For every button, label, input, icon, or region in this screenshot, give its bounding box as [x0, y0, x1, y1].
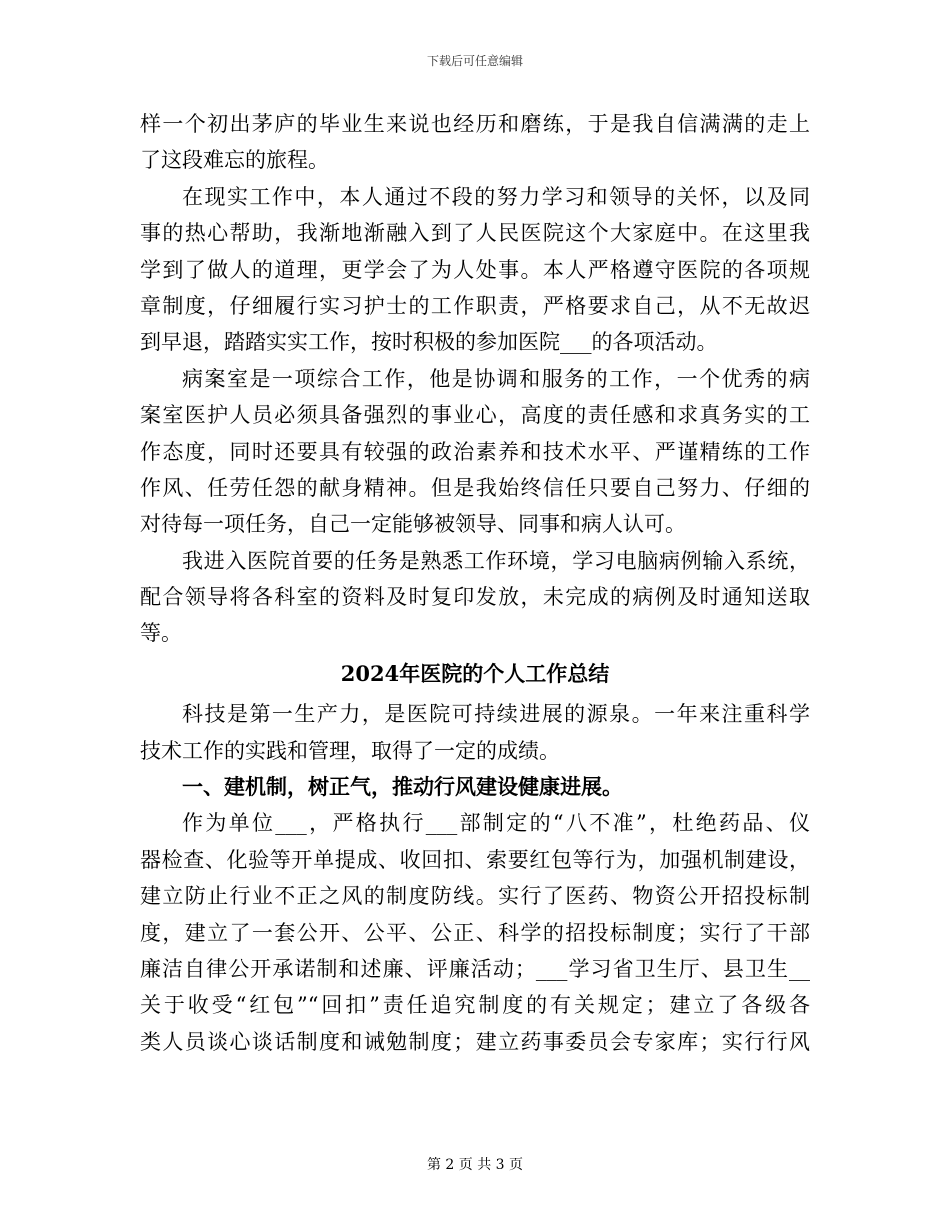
- text-line: 作态度，同时还要具有较强的政治素养和技术水平、严谨精练的工作: [140, 439, 810, 464]
- text-line: 案室医护人员必须具备强烈的事业心，高度的责任感和求真务实的工: [140, 403, 810, 428]
- text-line: 对待每一项任务，自己一定能够被领导、同事和病人认可。: [140, 512, 686, 537]
- paragraph-mechanism: [140, 805, 810, 1060]
- text-line: 关于收受“红包”“回扣”责任追究制度的有关规定；建立了各级各: [140, 993, 810, 1018]
- text-line: 建立防止行业不正之风的制度防线。实行了医药、物资公开招投标制: [140, 884, 810, 909]
- text-line: 章制度，仔细履行实习护士的工作职责，严格要求自己，从不无故迟: [140, 293, 810, 318]
- text-line: 度，建立了一套公开、公平、公正、科学的招投标制度；实行了干部: [140, 920, 810, 945]
- text-line: 廉洁自律公开承诺制和述廉、评廉活动；___学习省卫生厅、县卫生__: [140, 956, 810, 981]
- paragraph-medical-records: [140, 361, 810, 543]
- paragraph-continuation: [140, 106, 810, 179]
- paragraph-technology: [140, 696, 810, 769]
- subheading: 一、建机制，树正气，推动行风建设健康进展。: [182, 774, 623, 800]
- text-line: 作为单位___，严格执行___部制定的“八不准”，杜绝药品、仪: [182, 811, 810, 836]
- text-line: 样一个初出茅庐的毕业生来说也经历和磨练，于是我自信满满的走上: [140, 112, 810, 136]
- text-line: 学到了做人的道理，更学会了为人处事。本人严格遵守医院的各项规: [140, 257, 810, 282]
- text-line: 事的热心帮助，我渐地渐融入到了人民医院这个大家庭中。在这里我: [140, 221, 810, 246]
- text-line: 我进入医院首要的任务是熟悉工作环境，学习电脑病例输入系统，: [182, 548, 810, 573]
- text-line: 类人员谈心谈话制度和诫勉制度；建立药事委员会专家库；实行行风: [140, 1029, 810, 1054]
- text-line: 在现实工作中，本人通过不段的努力学习和领导的关怀，以及同: [182, 184, 810, 209]
- paragraph-first-task: [140, 543, 810, 652]
- text-line: 技术工作的实践和管理，取得了一定的成绩。: [140, 738, 560, 763]
- text-line: 病案室是一项综合工作，他是协调和服务的工作，一个优秀的病: [182, 366, 810, 391]
- paragraph-work-reality: [140, 179, 810, 361]
- section-title: 2024年医院的个人工作总结: [340, 660, 610, 686]
- page-header: 下载后可任意编辑: [426, 54, 523, 68]
- text-line: 等。: [140, 621, 182, 646]
- page-footer: 第 2 页 共 3 页: [426, 1157, 524, 1173]
- text-line: 配合领导将各科室的资料及时复印发放，未完成的病例及时通知送取: [140, 585, 810, 610]
- text-line: 器检查、化验等开单提成、收回扣、索要红包等行为，加强机制建设，: [140, 847, 810, 872]
- text-line: 科技是第一生产力，是医院可持续进展的源泉。一年来注重科学: [182, 702, 810, 727]
- text-line: 了这段难忘的旅程。: [140, 148, 329, 173]
- text-line: 作风、任劳任怨的献身精神。但是我始终信任只要自己努力、仔细的: [140, 475, 810, 500]
- text-line: 到早退，踏踏实实工作，按时积极的参加医院___的各项活动。: [140, 330, 718, 355]
- document-body: [140, 106, 810, 1060]
